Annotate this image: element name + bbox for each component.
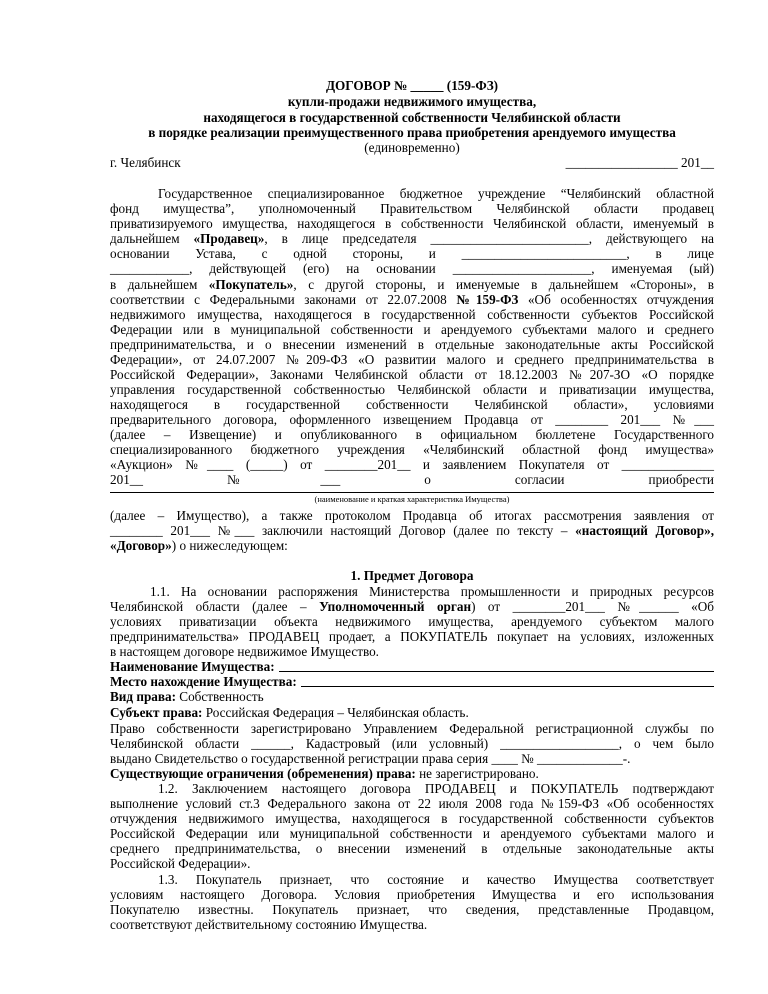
preamble-line: в дальнейшем «Покупатель», с другой стороны, и именуемые в дальнейшем «Стороны», в (110, 277, 714, 292)
clause-1-2-line: Российской Федерации или муниципальной собственности и арендуемого субъектами малого и (110, 826, 714, 841)
clause-1-3-line: условиям настоящего Договора. Условия приобретения Имущества и его использования (110, 887, 714, 902)
clause-1-1-line: условиях приватизации объекта недвижимого имущества, арендуемого субъектом малого (110, 614, 714, 629)
preamble-line: ________ 201___ №___ заключили настоящий Договор (далее по тексту – «настоящий Договор», (110, 523, 714, 538)
seller-term: «Продавец» (193, 231, 265, 246)
contract-subtitle-4: (единовременно) (364, 140, 460, 155)
property-underline (110, 492, 714, 493)
right-subject-row: Субъект права: Российская Федерация – Челябинская область. (110, 705, 469, 720)
clause-1-3-line: соответствуют действительному состоянию Имущества. (110, 917, 428, 932)
clause-1-2-line: выполнение условий ст.3 Федерального закона от 22 июля 2008 года №159-ФЗ «Об особенностях (110, 796, 714, 811)
property-name-blank (279, 659, 714, 672)
right-type-row: Вид права: Собственность (110, 689, 264, 704)
encumbrance-row: Существующие ограничения (обременения) права: не зарегистрировано. (110, 766, 539, 781)
property-caption: (наименование и краткая характеристика Имущества) (314, 494, 510, 504)
contract-title: ДОГОВОР № _____ (159-ФЗ) (325, 78, 499, 93)
preamble-line: «Договор») о нижеследующем: (110, 538, 288, 553)
clause-1-2-line: 1.2. Заключением настоящего договора ПРОДАВЕЦ и ПОКУПАТЕЛЬ подтверждают (158, 781, 714, 796)
preamble-line: находящегося в государственной собственности Челябинской области», условиями (110, 397, 714, 412)
clause-1-2-line: Российской Федерации». (110, 856, 251, 871)
contract-subtitle-3: в порядке реализации преимущественного права приобретения арендуемого имущества (148, 125, 676, 140)
property-location-row (110, 674, 714, 690)
preamble-line: Федерации», от 24.07.2007 №209-ФЗ «О развитии малого и среднего предпринимательства в (110, 352, 714, 367)
property-name-row (110, 659, 714, 675)
authorized-body-term: Уполномоченный орган (319, 599, 472, 614)
preamble-line: соответствии с Федеральными законами от 22.07.2008 №159-ФЗ «Об особенностях отчуждения (110, 292, 714, 307)
clause-1-1-line: 1.1. На основании распоряжения Министерства промышленности и природных ресурсов (150, 584, 714, 599)
clause-1-1-line: в настоящем договоре недвижимое Имущество. (110, 644, 379, 659)
registration-line: выдано Свидетельство о государственной регистрации права серия ____ № _____________-. (110, 751, 631, 766)
preamble-line: предварительного договора, оформленного извещением Продавца от ________ 201___ №___ (110, 412, 714, 427)
clause-1-3-line: Покупателю известны. Покупатель признает, что сведения, представленные Продавцом, (110, 902, 714, 917)
contract-date: _________________ 201__ (565, 155, 714, 170)
contract-subtitle-2: находящегося в государственной собственности Челябинской области (203, 110, 621, 125)
property-name-label: Наименование Имущества: (110, 659, 275, 674)
clause-1-2-line: среднего предпринимательства, о внесении изменений в отдельные законодательные акты (110, 841, 714, 856)
preamble-line: предпринимательства, и о внесении изменений в отдельные законодательные акты Российской (110, 337, 714, 352)
preamble-line: приватизируемого имущества, находящегося в собственности Челябинской области, именуемый в (110, 216, 714, 231)
preamble-line: Государственное специализированное бюджетное учреждение “Челябинский областной (158, 186, 714, 201)
preamble-line: управления государственной собственностью Челябинской области и приватизации имущества, (110, 382, 714, 397)
preamble-line: специализированного бюджетного учреждения «Челябинский областной фонд имущества» (110, 442, 714, 457)
property-location-label: Место нахождение Имущества: (110, 674, 297, 689)
clause-1-1-line: Челябинской области (далее – Уполномоченный орган) от ________201___ №______ «Об (110, 599, 714, 614)
clause-1-2-line: отчуждения недвижимого имущества, находящегося в государственной собственности субъектов (110, 811, 714, 826)
preamble-line: Федерации или в муниципальной собственности и арендуемого субъектами малого и среднего (110, 322, 714, 337)
preamble-line: Российской Федерации», Законами Челябинской области от 18.12.2003 №207-ЗО «О порядке (110, 367, 714, 382)
preamble-line: ____________, действующей (его) на основании _____________________, именуемая (ый) (110, 261, 714, 276)
preamble-line: «Аукцион» №____ (_____) от ________201__ и заявлением Покупателя от ______________ (110, 457, 714, 472)
registration-line: Право собственности зарегистрировано Управлением Федеральной регистрационной службы по (110, 721, 714, 736)
preamble-line: фонд имущества”, уполномоченный Правительством Челябинской области продавец (110, 201, 714, 216)
city-date-row (110, 155, 714, 171)
section-1-title: 1. Предмет Договора (350, 568, 474, 583)
preamble-line: дальнейшем «Продавец», в лице председателя ________________________, действующего на (110, 231, 714, 246)
clause-1-1-line: предпринимательства» ПРОДАВЕЦ продает, а ПОКУПАТЕЛЬ покупает на условиях, изложенных (110, 629, 714, 644)
preamble-line: недвижимого имущества, находящегося в государственной собственности субъектов Российской (110, 307, 714, 322)
preamble-line: (далее – Извещение) и опубликованного в официальном бюллетене Государственного (110, 427, 714, 442)
contract-subtitle-1: купли-продажи недвижимого имущества, (287, 94, 537, 109)
buyer-term: «Покупатель» (208, 277, 294, 292)
preamble-line: основании Устава, с одной стороны, и _________________________, в лице (110, 246, 714, 261)
city: г. Челябинск (110, 155, 181, 170)
clause-1-3-line: 1.3. Покупатель признает, что состояние и качество Имущества соответствует (158, 872, 714, 887)
registration-line: Челябинской области ______, Кадастровый (или условный) __________________, о чем было (110, 736, 714, 751)
preamble-line: (далее – Имущество), а также протоколом Продавца об итогах рассмотрения заявления от (110, 508, 714, 523)
property-location-blank (301, 674, 714, 687)
preamble-line: 201__ №___ о согласии приобрести (110, 472, 714, 487)
